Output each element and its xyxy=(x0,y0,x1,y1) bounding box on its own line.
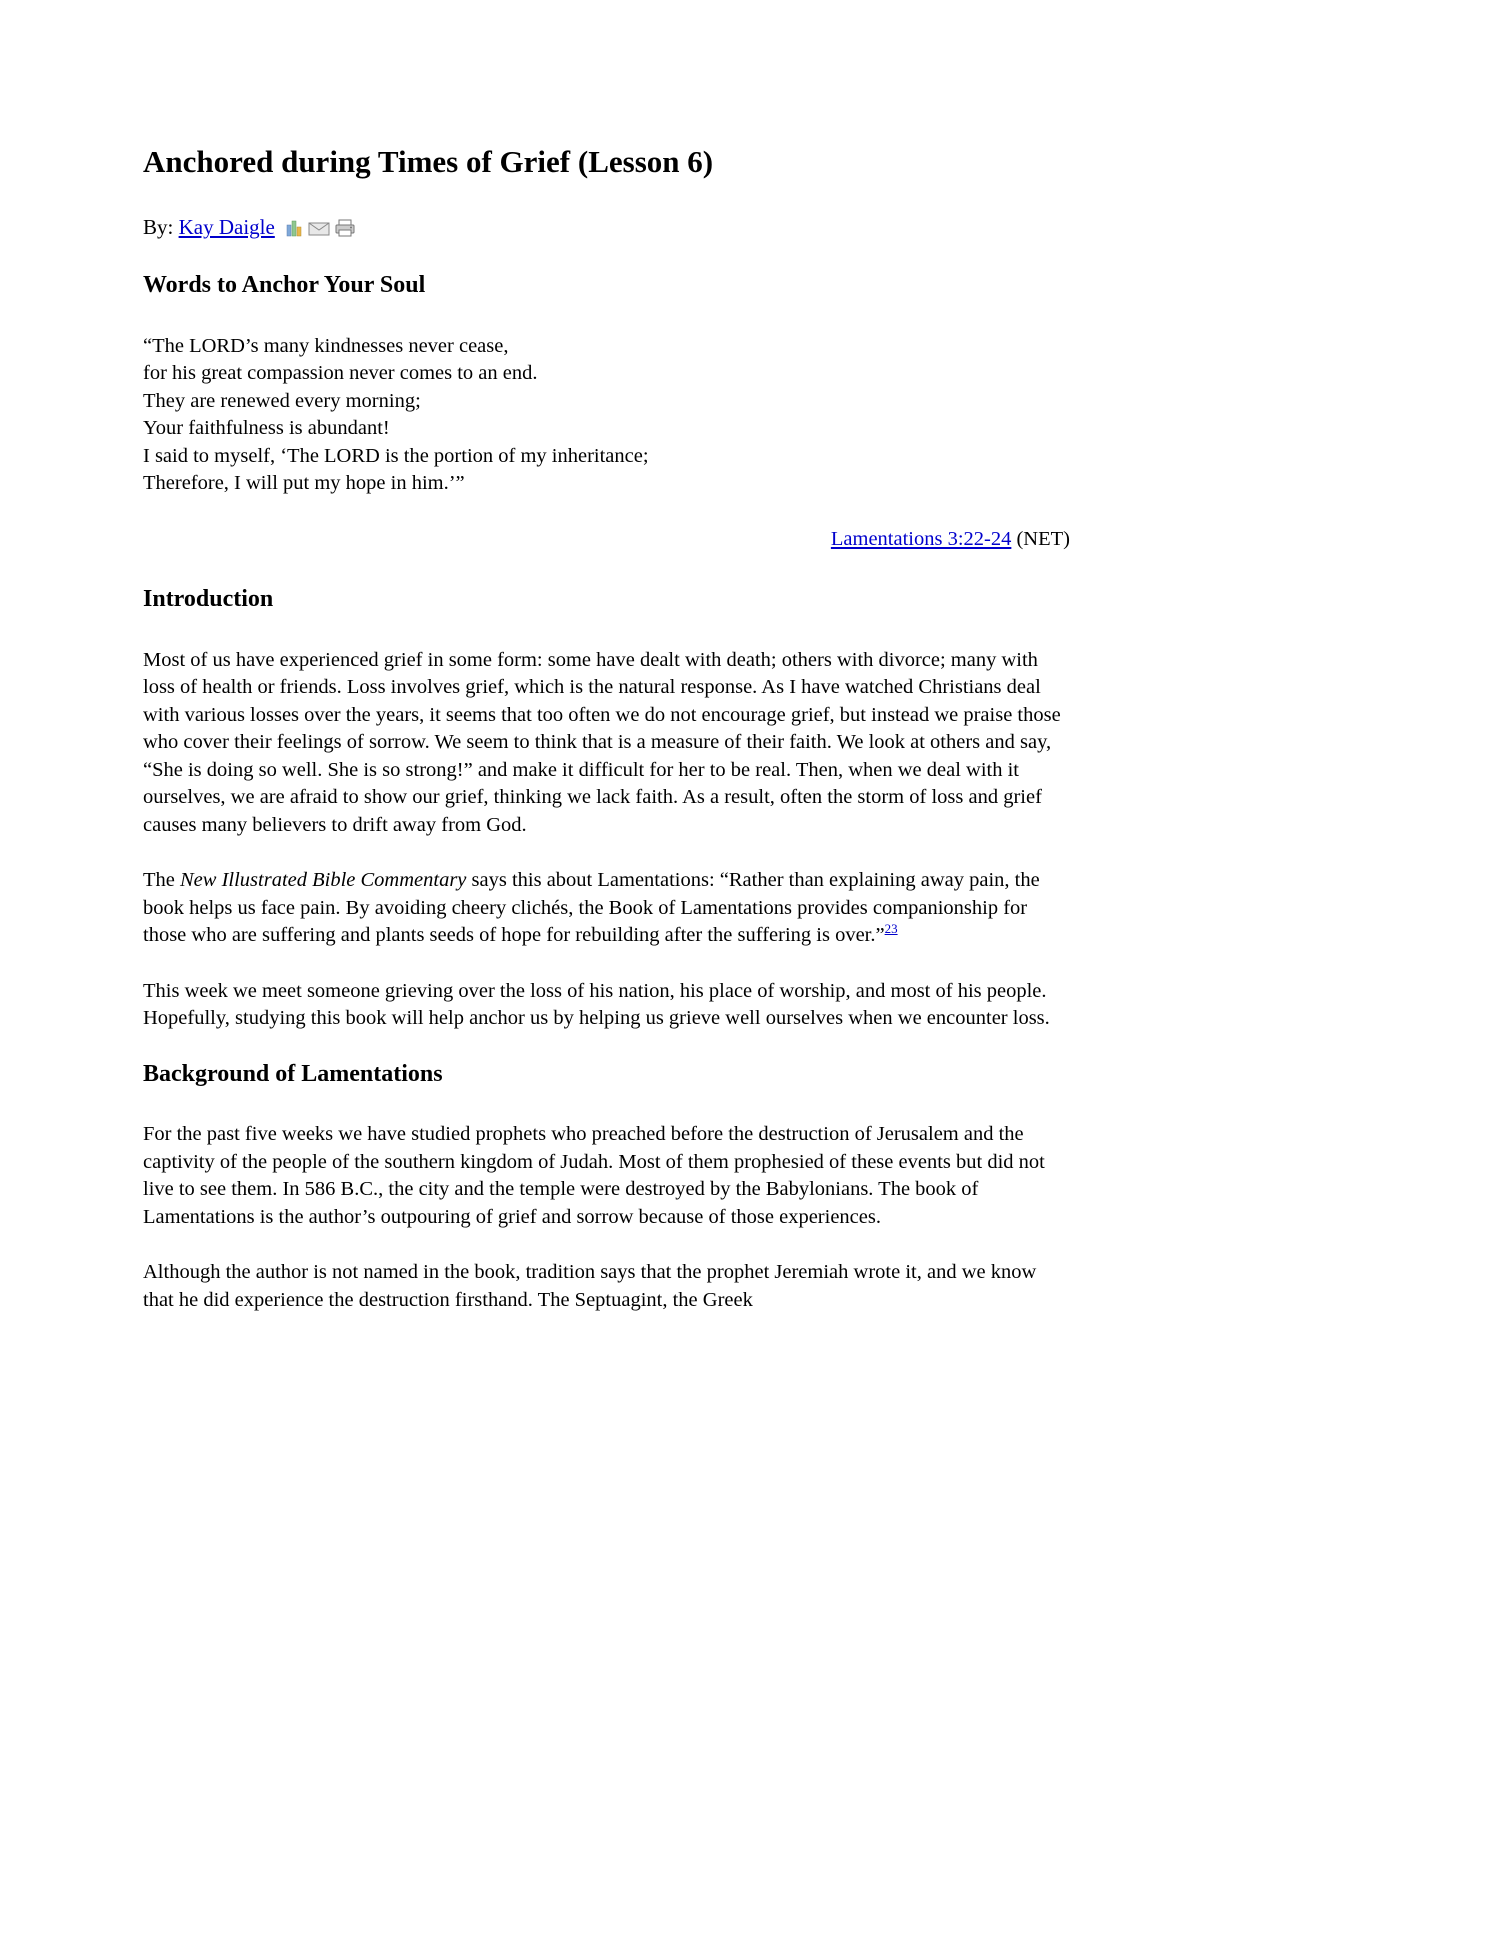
book-title-italic: New Illustrated Bible Commentary xyxy=(180,869,467,892)
byline xyxy=(143,215,1070,240)
email-icon[interactable] xyxy=(307,218,331,238)
page-title: Anchored during Times of Grief (Lesson 6) xyxy=(143,144,714,179)
quote-line: Your faithfulness is abundant! xyxy=(143,417,390,440)
scripture-quote xyxy=(143,333,1070,498)
print-icon[interactable] xyxy=(333,218,357,238)
citation-suffix: (NET) xyxy=(1011,527,1070,550)
scripture-reference-link[interactable]: Lamentations 3:22-24 xyxy=(830,527,1012,550)
quote-line: I said to myself, ‘The LORD is the portion of my inheritance; xyxy=(143,444,649,467)
background-paragraph-2: Although the author is not named in the book, tradition says that the prophet Jeremiah wrote it, and we know that he did experience the destruction firsthand. The Septuagint, the Greek xyxy=(143,1261,1037,1311)
byline-prefix: By: xyxy=(143,215,174,240)
related-media-icon[interactable] xyxy=(285,218,305,238)
scripture-citation xyxy=(143,526,1070,554)
heading-background: Background of Lamentations xyxy=(143,1060,443,1087)
footnote-superscript xyxy=(885,921,898,936)
background-paragraph-1: For the past five weeks we have studied prophets who preached before the destruction of Jerusalem and the captivity of the people of the southern kingdom of Judah. Most of them prophesied of these events but did not live to see them. In 586 B.C., the city and the temple were destroyed by the Babylonians. The book of Lamentations is the author’s outpouring of grief and sorrow because of those experiences. xyxy=(143,1123,1045,1228)
para2-part2: says this about Lamentations: “Rather than explaining away pain, the book helps us face pain. By avoiding cheery clichés, the Book of Lamentations provides companionship for those who are suffering and plants seeds of hope for rebuilding after the suffering is over.” xyxy=(143,869,1040,947)
para2-part1: The xyxy=(143,869,180,892)
quote-line: They are renewed every morning; xyxy=(143,389,421,412)
intro-paragraph-2 xyxy=(143,867,1070,950)
byline-icons xyxy=(285,218,357,238)
heading-introduction: Introduction xyxy=(143,586,274,613)
intro-paragraph-1: Most of us have experienced grief in some form: some have dealt with death; others with divorce; many with loss of health or friends. Loss involves grief, which is the natural response. As I have watched Christians deal with various losses over the years, it seems that too often we do not encourage grief, but instead we praise those who cover their feelings of sorrow. We seem to think that is a measure of their faith. We look at others and say, “She is doing so well. She is so strong!” and make it difficult for her to be real. Then, when we deal with it ourselves, we are afraid to show our grief, thinking we lack faith. As a result, often the storm of loss and grief causes many believers to drift away from God. xyxy=(143,648,1061,836)
author-link[interactable]: Kay Daigle xyxy=(178,215,275,240)
quote-line: Therefore, I will put my hope in him.’” xyxy=(143,472,465,495)
quote-line: for his great compassion never comes to an end. xyxy=(143,362,538,385)
intro-paragraph-3: This week we meet someone grieving over the loss of his nation, his place of worship, and most of his people. Hopefully, studying this book will help anchor us by helping us grieve well ourselves when we encounter loss. xyxy=(143,979,1050,1030)
heading-words-to-anchor: Words to Anchor Your Soul xyxy=(143,272,426,299)
footnote-link[interactable]: 23 xyxy=(884,921,898,937)
quote-line: “The LORD’s many kindnesses never cease, xyxy=(143,334,509,357)
